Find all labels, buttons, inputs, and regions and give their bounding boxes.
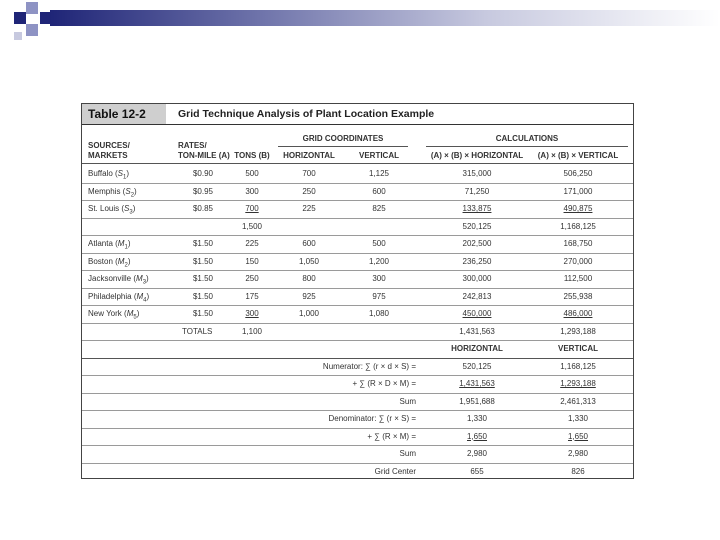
row-separator — [82, 428, 633, 429]
decor-square-5 — [14, 32, 22, 40]
paren-close: ) — [136, 309, 140, 318]
source-vertical: 1,125 — [368, 169, 390, 178]
row-separator — [82, 235, 633, 236]
summary-label: Sum — [399, 396, 416, 406]
paren-close: ) — [146, 291, 150, 301]
decor-square-1 — [14, 12, 26, 24]
source-vertical: 825 — [372, 204, 386, 213]
row-separator — [82, 410, 633, 411]
decor-square-3 — [40, 12, 50, 24]
paren-close: ) — [134, 186, 137, 196]
market-horizontal: 1,000 — [298, 309, 320, 318]
source-rate: $0.85 — [192, 204, 214, 213]
totals-calc-horizontal: 1,431,563 — [459, 326, 495, 336]
market-name-cell — [88, 274, 149, 288]
summary-header-vertical: VERTICAL — [558, 344, 598, 353]
summary-label: Sum — [399, 449, 416, 458]
market-rate: $1.50 — [192, 309, 214, 318]
location-symbol: M — [117, 239, 125, 248]
location-subscript: 2 — [130, 192, 135, 199]
location-name: Philadelphia — [88, 291, 132, 301]
location-subscript: 4 — [143, 297, 147, 304]
location-name: New York — [88, 309, 122, 318]
source-horizontal: 250 — [302, 186, 316, 196]
summary-vertical: 1,168,125 — [560, 361, 596, 371]
location-subscript: 1 — [123, 174, 127, 181]
header-calc-horizontal: (A) × (B) × HORIZONTAL — [430, 151, 524, 160]
summary-label: Denominator: ∑ (r × S) = — [328, 414, 416, 423]
source-vertical: 600 — [372, 186, 386, 196]
market-horizontal: 600 — [302, 239, 316, 248]
market-calc-horizontal: 236,250 — [462, 256, 492, 266]
source-calc-horizontal: 133,875 — [462, 204, 492, 213]
header-horizontal: HORIZONTAL — [283, 151, 335, 160]
location-symbol: S — [124, 204, 130, 213]
summary-vertical: 826 — [571, 466, 585, 476]
group-header-calc: CALCULATIONS — [495, 134, 559, 143]
source-calc-horizontal: 315,000 — [462, 169, 492, 178]
source-calc-vertical: 506,250 — [563, 169, 593, 178]
header-markets: MARKETS — [88, 151, 128, 160]
market-calc-vertical: 168,750 — [563, 239, 593, 248]
location-name: Jacksonville — [88, 274, 132, 283]
location-name: Buffalo — [88, 169, 113, 178]
header-bottom-rule — [82, 163, 633, 164]
decor-square-4 — [26, 24, 38, 36]
market-calc-vertical: 112,500 — [563, 274, 593, 283]
group-header-grid: GRID COORDINATES — [302, 134, 384, 143]
market-horizontal: 925 — [302, 291, 316, 301]
paren-open: ( — [112, 169, 118, 178]
row-separator — [82, 288, 633, 289]
paren-open: ( — [112, 256, 118, 266]
summary-horizontal: 1,330 — [466, 414, 488, 423]
summary-label: + ∑ (R × M) = — [367, 431, 416, 441]
location-symbol: M — [136, 291, 144, 301]
source-rate: $0.90 — [192, 169, 214, 178]
location-name: St. Louis — [88, 204, 120, 213]
market-calc-vertical: 255,938 — [563, 291, 593, 301]
source-tons: 700 — [245, 204, 259, 213]
totals-tons: 1,100 — [241, 326, 263, 336]
header-calc-vertical: (A) × (B) × VERTICAL — [537, 151, 619, 160]
row-separator — [82, 463, 633, 464]
summary-horizontal: 655 — [470, 466, 484, 476]
market-calc-horizontal: 300,000 — [462, 274, 492, 283]
location-symbol: M — [117, 256, 125, 266]
source-calc-horizontal: 71,250 — [464, 186, 490, 196]
market-vertical: 500 — [372, 239, 386, 248]
totals-calc-vertical: 1,293,188 — [560, 326, 596, 336]
location-subscript: 1 — [124, 244, 128, 251]
market-name-cell — [88, 292, 149, 306]
table-title-bar — [82, 104, 633, 125]
row-separator — [82, 218, 633, 219]
header-ton-mile: TON-MILE (A) — [178, 151, 230, 160]
summary-label: + ∑ (R × D × M) = — [352, 379, 416, 388]
location-subscript: 3 — [142, 279, 147, 286]
source-horizontal: 225 — [302, 204, 316, 213]
source-rate: $0.95 — [192, 186, 214, 196]
market-rate: $1.50 — [192, 274, 214, 283]
slide-decoration — [0, 0, 720, 44]
row-separator — [82, 393, 633, 394]
summary-horizontal: 1,951,688 — [459, 396, 495, 406]
market-name-cell — [88, 239, 130, 253]
paren-open: ( — [131, 274, 137, 283]
source-tons: 500 — [245, 169, 259, 178]
market-rate: $1.50 — [192, 291, 214, 301]
market-calc-horizontal: 242,813 — [462, 291, 492, 301]
source-tons: 300 — [245, 186, 259, 196]
market-tons: 250 — [245, 274, 259, 283]
source-total-calc-horizontal: 520,125 — [462, 221, 492, 231]
header-vertical: VERTICAL — [359, 151, 399, 160]
grid-header-rule — [278, 146, 408, 147]
header-rates: RATES/ — [178, 141, 207, 150]
market-name-cell — [88, 309, 139, 323]
row-separator — [82, 375, 633, 376]
location-subscript: 5 — [133, 314, 137, 321]
market-tons: 300 — [245, 309, 259, 318]
paren-open: ( — [121, 309, 127, 318]
decor-gradient-bar — [50, 10, 720, 26]
row-separator — [82, 323, 633, 324]
table-label: Table 12-2 — [82, 104, 166, 124]
market-name-cell — [88, 257, 130, 271]
summary-header-horizontal: HORIZONTAL — [451, 344, 503, 353]
paren-open: ( — [112, 239, 118, 248]
market-rate: $1.50 — [192, 239, 214, 248]
paren-close: ) — [127, 256, 131, 266]
market-calc-horizontal: 202,500 — [462, 239, 492, 248]
calc-header-rule — [426, 146, 628, 147]
summary-label: Numerator: ∑ (r × d × S) = — [322, 361, 416, 371]
summary-label: Grid Center — [374, 466, 416, 476]
row-separator — [82, 183, 633, 184]
market-rate: $1.50 — [192, 256, 214, 266]
source-horizontal: 700 — [302, 169, 316, 178]
source-calc-vertical: 490,875 — [563, 204, 593, 213]
summary-vertical: 1,650 — [567, 431, 589, 441]
summary-horizontal: 1,431,563 — [459, 379, 495, 388]
market-vertical: 975 — [372, 291, 386, 301]
summary-horizontal: 1,650 — [466, 431, 488, 441]
source-calc-vertical: 171,000 — [563, 186, 593, 196]
source-total-calc-vertical: 1,168,125 — [560, 221, 596, 231]
location-name: Memphis — [88, 186, 121, 196]
location-name: Atlanta — [88, 239, 113, 248]
decor-square-2 — [26, 2, 38, 14]
location-symbol: S — [117, 169, 123, 178]
market-horizontal: 800 — [302, 274, 316, 283]
market-calc-vertical: 486,000 — [563, 309, 593, 318]
location-subscript: 3 — [129, 209, 133, 216]
market-tons: 175 — [245, 291, 259, 301]
row-separator — [82, 340, 633, 341]
row-separator — [82, 445, 633, 446]
market-vertical: 1,200 — [368, 256, 390, 266]
row-separator — [82, 305, 633, 306]
location-symbol: M — [126, 309, 134, 318]
row-separator — [82, 200, 633, 201]
paren-close: ) — [132, 204, 136, 213]
summary-vertical: 2,461,313 — [560, 396, 596, 406]
paren-close: ) — [127, 239, 131, 248]
paren-close: ) — [126, 169, 130, 178]
source-total-tons: 1,500 — [241, 221, 263, 231]
market-vertical: 1,080 — [368, 309, 390, 318]
paren-open: ( — [119, 204, 125, 213]
table-panel — [81, 103, 634, 479]
summary-vertical: 2,980 — [567, 449, 589, 458]
source-name-cell — [88, 169, 129, 183]
market-horizontal: 1,050 — [298, 256, 320, 266]
source-name-cell — [88, 187, 137, 201]
totals-label: TOTALS — [182, 326, 213, 336]
summary-horizontal: 2,980 — [466, 449, 488, 458]
location-symbol: M — [136, 274, 143, 283]
header-tons: TONS (B) — [234, 151, 270, 160]
location-name: Boston — [88, 256, 113, 266]
market-calc-horizontal: 450,000 — [462, 309, 492, 318]
market-vertical: 300 — [372, 274, 386, 283]
table-title: Grid Technique Analysis of Plant Location Example — [178, 108, 435, 120]
summary-vertical: 1,293,188 — [560, 379, 596, 388]
source-name-cell — [88, 204, 135, 218]
location-subscript: 2 — [124, 262, 128, 269]
header-sources: SOURCES/ — [88, 141, 130, 150]
summary-header-rule — [82, 358, 633, 359]
summary-horizontal: 520,125 — [462, 361, 492, 371]
paren-close: ) — [146, 274, 149, 283]
market-tons: 225 — [245, 239, 259, 248]
paren-open: ( — [120, 186, 126, 196]
summary-vertical: 1,330 — [567, 414, 589, 423]
location-symbol: S — [125, 186, 131, 196]
paren-open: ( — [131, 291, 137, 301]
row-separator — [82, 253, 633, 254]
row-separator — [82, 270, 633, 271]
market-tons: 150 — [245, 256, 259, 266]
market-calc-vertical: 270,000 — [563, 256, 593, 266]
